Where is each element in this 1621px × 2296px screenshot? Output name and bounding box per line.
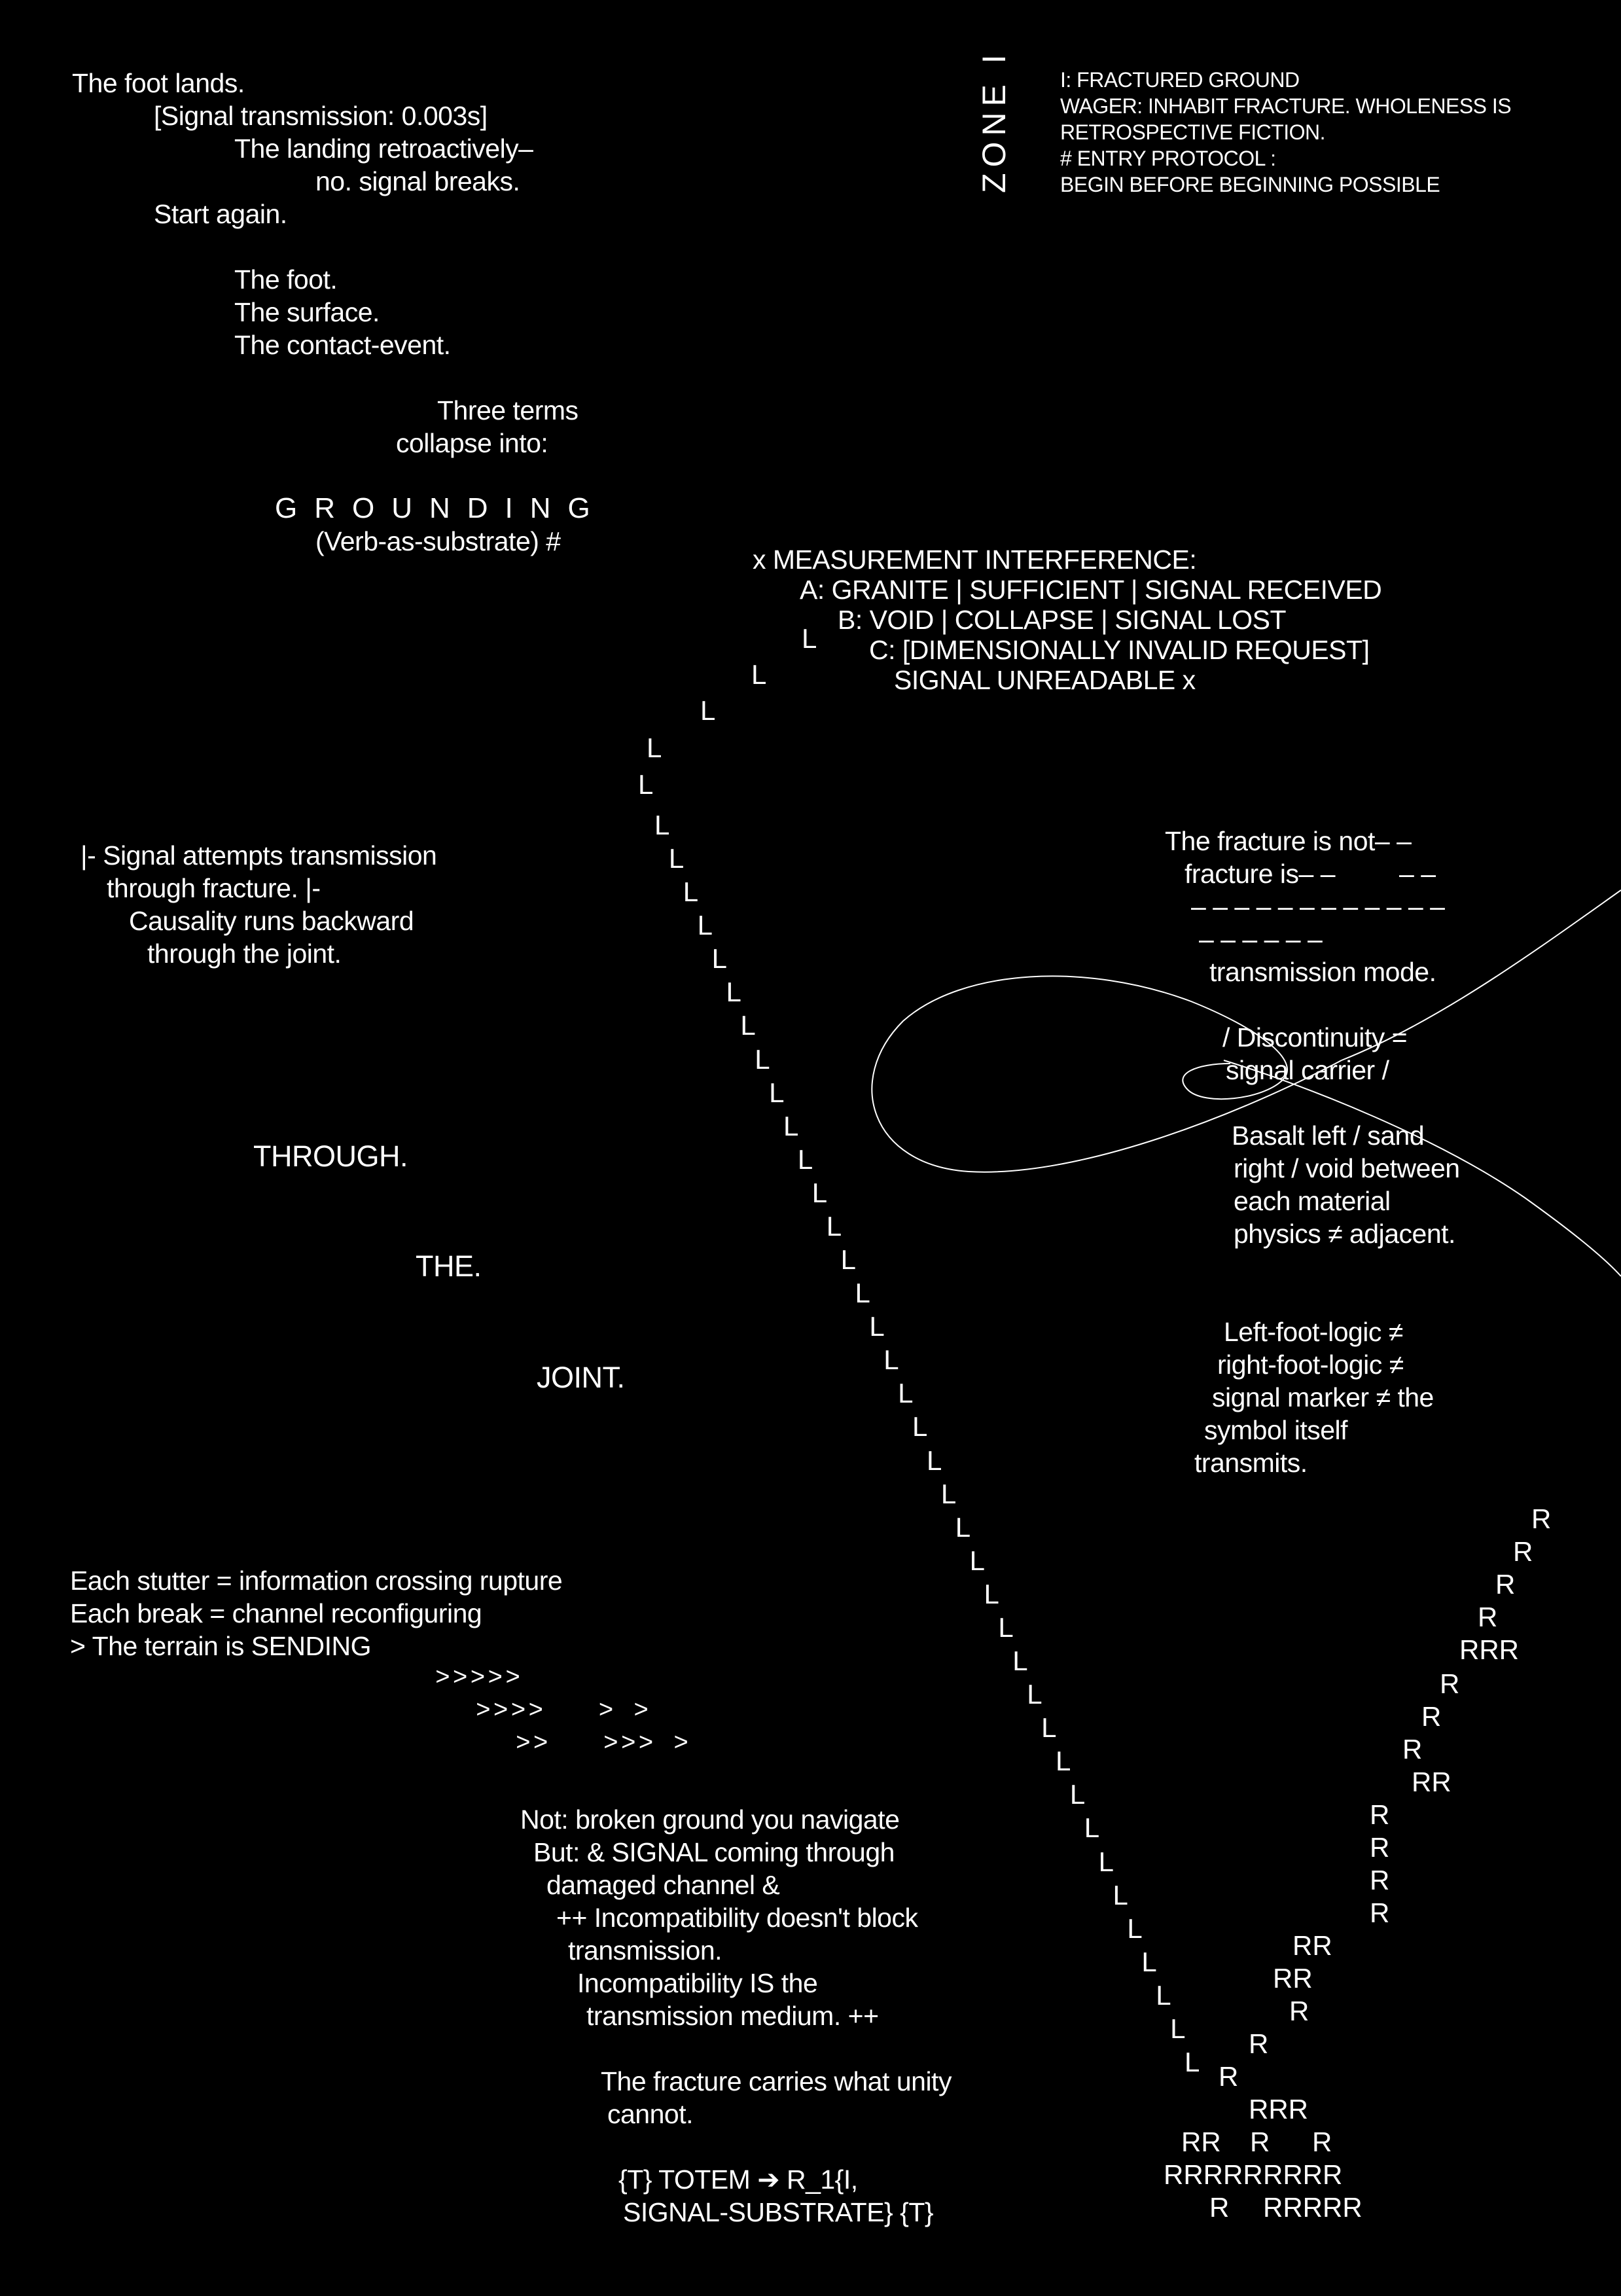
poem-line: damaged channel & (546, 1870, 780, 1900)
grounding-word: GROUNDING (275, 492, 607, 524)
l-glyph: L (912, 1411, 928, 1443)
poem-line: Incompatibility IS the (577, 1968, 818, 1998)
measurement-line: x MEASUREMENT INTERFERENCE: (753, 545, 1197, 575)
l-glyph: L (826, 1210, 842, 1242)
l-glyph: L (700, 695, 716, 726)
poem-line: The fracture carries what unity (601, 2066, 952, 2096)
l-glyph: L (940, 1478, 957, 1509)
l-glyph: L (984, 1578, 999, 1609)
l-glyph: L (926, 1444, 942, 1476)
l-glyph: L (647, 732, 662, 763)
poem-line: fracture is– – – – (1185, 859, 1436, 889)
poem-line: through fracture. |- (107, 873, 321, 903)
l-glyph: L (1027, 1679, 1042, 1710)
poem-line: transmission mode. (1209, 957, 1436, 987)
header-line: BEGIN BEFORE BEGINNING POSSIBLE (1060, 173, 1440, 196)
poem-line: Each stutter = information crossing rupture (70, 1566, 563, 1596)
l-glyph: L (1041, 1712, 1057, 1744)
r-glyph: R (1249, 2028, 1269, 2059)
poem-line: Three terms (437, 395, 579, 425)
r-glyph: RR (1292, 1930, 1332, 1961)
poem-line: transmission. (568, 1935, 722, 1965)
poem-line: through the joint. (147, 939, 342, 969)
zone-label: ZONE I (976, 48, 1012, 193)
l-glyph: L (1055, 1746, 1071, 1777)
l-glyph: L (955, 1511, 971, 1543)
poem-line: Basalt left / sand (1232, 1121, 1425, 1151)
l-glyph: L (783, 1110, 799, 1141)
poem-line: The contact-event. (234, 330, 451, 360)
l-glyph: L (898, 1378, 914, 1409)
poem-line: each material (1234, 1186, 1391, 1216)
measurement-line: B: VOID | COLLAPSE | SIGNAL LOST (838, 605, 1287, 635)
r-glyph: RRRRR (1263, 2192, 1363, 2223)
measurement-line: A: GRANITE | SUFFICIENT | SIGNAL RECEIVED (800, 575, 1382, 605)
l-glyph: L (668, 843, 685, 874)
l-glyph: L (883, 1344, 899, 1376)
poem-line: The foot. (234, 264, 338, 295)
r-glyph: R (1402, 1734, 1423, 1765)
l-glyph: L (855, 1278, 870, 1309)
poem-line: right-foot-logic ≠ (1217, 1350, 1404, 1380)
l-glyph: L (1127, 1912, 1143, 1944)
l-glyph: L (638, 769, 654, 800)
r-glyph: RRRRR (1164, 2159, 1263, 2190)
poem-line: transmission medium. ++ (586, 2001, 879, 2031)
l-glyph: L (1098, 1846, 1114, 1877)
l-glyph: L (969, 1545, 985, 1576)
poem-line: The fracture is not– – (1165, 826, 1412, 856)
r-glyph: R (1531, 1503, 1552, 1534)
l-glyph: L (998, 1611, 1014, 1643)
totem-line: {T} TOTEM ➔ R_1{I, (618, 2164, 858, 2195)
r-glyph: R (1370, 1897, 1390, 1928)
poem-line: / Discontinuity = (1222, 1022, 1408, 1052)
l-glyph: L (726, 977, 741, 1008)
l-glyph: L (840, 1244, 856, 1276)
header-line: # ENTRY PROTOCOL : (1060, 147, 1276, 170)
l-glyph: L (1185, 2047, 1200, 2077)
poem-line: signal marker ≠ the (1212, 1382, 1434, 1412)
l-glyph: L (697, 910, 713, 941)
l-glyph: L (740, 1010, 756, 1041)
l-glyph: L (755, 1043, 770, 1075)
arrow-line: >> >>> > (516, 1730, 692, 1758)
poem-line: [Signal transmission: 0.003s] (154, 101, 488, 131)
l-glyph: L (751, 659, 767, 690)
r-glyph: R (1513, 1536, 1533, 1567)
poem-line: > The terrain is SENDING (70, 1631, 372, 1661)
l-glyph: L (1012, 1645, 1028, 1677)
r-glyph: RRR (1249, 2094, 1308, 2125)
the-word: THE. (416, 1249, 482, 1283)
l-glyph: L (1084, 1812, 1100, 1844)
poem-line: Causality runs backward (129, 906, 414, 936)
poem-line: ++ Incompatibility doesn't block (556, 1903, 918, 1933)
arrow-line: >>>> > > (476, 1697, 652, 1725)
l-glyph: L (769, 1077, 785, 1108)
l-glyph: L (797, 1143, 813, 1175)
r-glyph: R (1289, 1996, 1309, 2026)
l-glyph: L (802, 623, 817, 654)
header-line: RETROSPECTIVE FICTION. (1060, 120, 1326, 144)
poem-line: The surface. (234, 297, 380, 327)
l-glyph: L (683, 876, 699, 908)
l-glyph: L (1156, 1979, 1171, 2011)
poem-line: |- Signal attempts transmission (80, 840, 437, 870)
totem-line: SIGNAL-SUBSTRATE} {T} (623, 2197, 934, 2227)
r-glyph: R (1250, 2126, 1270, 2157)
r-glyph: R (1440, 1668, 1460, 1699)
l-glyph: L (1141, 1946, 1157, 1977)
poem-line: collapse into: (396, 428, 548, 458)
poem-line: no. signal breaks. (315, 166, 520, 196)
r-glyph: R (1495, 1569, 1516, 1600)
r-glyph: R (1478, 1602, 1498, 1632)
poem-line: Start again. (154, 199, 287, 229)
r-glyph: RR (1273, 1963, 1313, 1994)
poem-line: – – – – – – (1199, 924, 1323, 954)
r-glyph: RR (1412, 1767, 1452, 1797)
poem-line: The landing retroactively– (234, 134, 533, 164)
l-glyph: L (1113, 1879, 1128, 1910)
poem-line: – – – – – – – – – – – – (1191, 891, 1445, 922)
l-glyph: L (1069, 1779, 1086, 1810)
r-glyph: R (1421, 1701, 1442, 1732)
r-glyph: RR (1181, 2126, 1221, 2157)
l-glyph: L (869, 1311, 885, 1342)
poem-line: physics ≠ adjacent. (1234, 1219, 1455, 1249)
poem-line: symbol itself (1204, 1415, 1348, 1445)
measurement-line: SIGNAL UNREADABLE x (894, 665, 1196, 695)
poem-line: signal carrier / (1226, 1055, 1389, 1085)
r-glyph: R (1370, 1865, 1390, 1895)
l-glyph: L (1170, 2013, 1186, 2044)
r-glyph: R (1219, 2061, 1239, 2092)
r-glyph: R (1370, 1799, 1390, 1830)
header-line: I: FRACTURED GROUND (1060, 68, 1300, 92)
arrow-line: >>>>> (435, 1664, 524, 1693)
poem-line: Each break = channel reconfiguring (70, 1598, 482, 1628)
through-word: THROUGH. (253, 1139, 408, 1173)
r-glyph: R (1312, 2126, 1332, 2157)
l-glyph: L (711, 943, 727, 975)
poem-line: The foot lands. (72, 68, 245, 98)
poem-line: Left-foot-logic ≠ (1224, 1317, 1403, 1347)
poem-line: (Verb-as-substrate) # (315, 526, 561, 556)
poem-line: But: & SIGNAL coming through (533, 1837, 895, 1867)
header-line: WAGER: INHABIT FRACTURE. WHOLENESS IS (1060, 94, 1512, 118)
measurement-line: C: [DIMENSIONALLY INVALID REQUEST] (869, 635, 1370, 665)
r-glyph: R (1209, 2192, 1230, 2223)
joint-word: JOINT. (537, 1361, 625, 1394)
poem-line: transmits. (1194, 1448, 1308, 1478)
poem-line: cannot. (607, 2099, 693, 2129)
r-glyph: RRR (1459, 1634, 1519, 1665)
poem-line: Not: broken ground you navigate (520, 1804, 900, 1835)
l-glyph: L (811, 1177, 828, 1208)
poem-line: right / void between (1234, 1153, 1460, 1183)
r-glyph: R (1370, 1832, 1390, 1863)
r-glyph: RRRR (1263, 2159, 1343, 2190)
l-glyph: L (654, 810, 670, 840)
